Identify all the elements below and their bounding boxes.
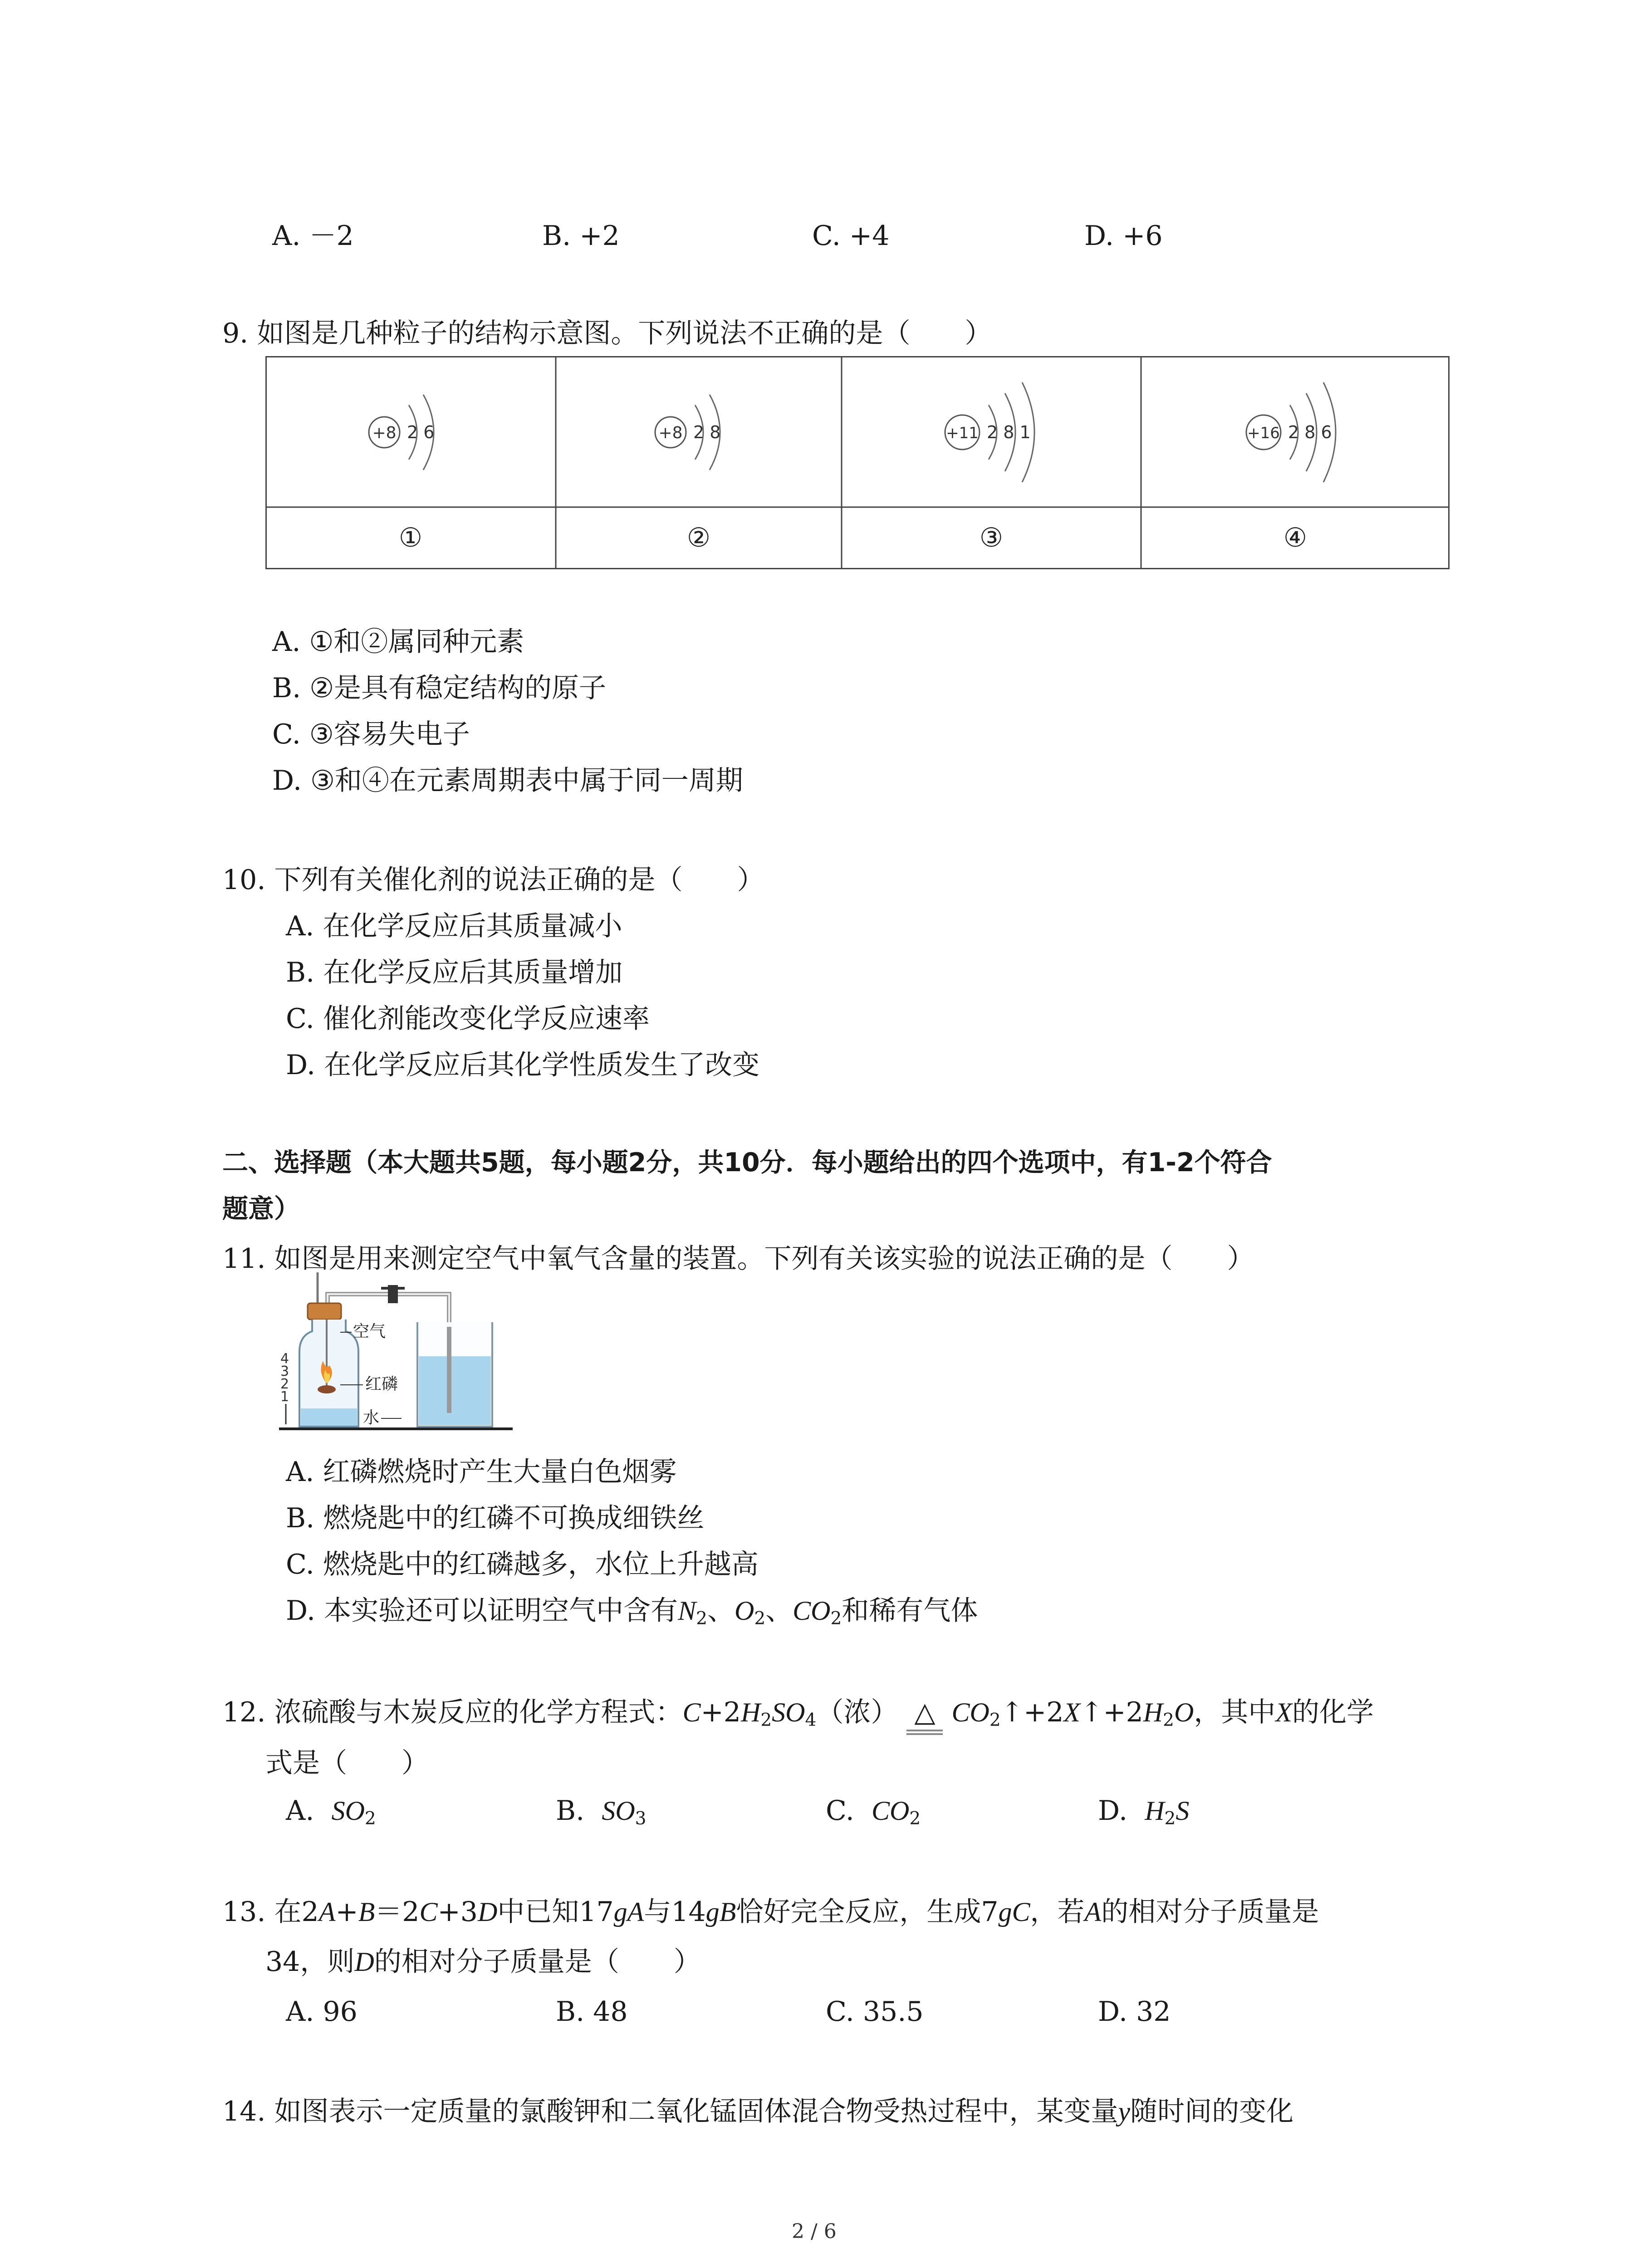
atom4-shells: 2 8 6 (1288, 422, 1332, 442)
section-2-heading-cont: 题意） (222, 1194, 300, 1224)
q11-stem: 11. 如图是用来测定空气中氧气含量的装置。下列有关该实验的说法正确的是（ ） (222, 1243, 1254, 1275)
q13-option-c: C. 35.5 (826, 1996, 924, 2028)
scale-mark-1: 1 (280, 1389, 289, 1405)
q11-option-d: D. 本实验还可以证明空气中含有$N_2$、$O_2$、$CO_2$和稀有气体 (286, 1595, 978, 1629)
oxygen-content-apparatus (272, 1272, 526, 1456)
atom-diagram-2 (655, 395, 720, 470)
atom-diagram-3 (945, 382, 1034, 482)
q12-stem: 12. 浓硫酸与木炭反应的化学方程式：$C+2H_2SO_4$（浓） △ $CO_2↑+2X↑+2H_2O$，其中X的化学 (222, 1699, 1374, 1726)
page-number: 2 / 6 (792, 2220, 837, 2243)
scale-mark-3: 3 (280, 1364, 289, 1379)
atom3-nucleus: +11 (946, 424, 979, 442)
q9-option-c: C. ③容易失电子 (272, 719, 470, 750)
atom-label-4: ④ (1283, 522, 1307, 553)
q9-option-d: D. ③和④在元素周期表中属于同一周期 (272, 765, 743, 797)
atom-diagram-1 (369, 395, 434, 470)
q11-option-a: A. 红磷燃烧时产生大量白色烟雾 (286, 1456, 677, 1488)
q10-stem: 10. 下列有关催化剂的说法正确的是（ ） (222, 864, 764, 896)
q11-option-c: C. 燃烧匙中的红磷越多，水位上升越高 (286, 1549, 759, 1580)
label-water: 水 (363, 1408, 380, 1427)
q10-option-a: A. 在化学反应后其质量减小 (286, 910, 622, 942)
q13-stem: 13. 在2A+B＝2C+3D中已知17gA与14gB恰好完全反应，生成7gC，若A的相对分子质量是 (222, 1896, 1319, 1928)
q13-option-a: A. 96 (286, 1996, 358, 2028)
q10-option-c: C. 催化剂能改变化学反应速率 (286, 1003, 650, 1035)
atom3-shells: 2 8 1 (987, 422, 1031, 442)
q8-option-a: A. －2 (272, 220, 354, 252)
q8-option-b: B. +2 (542, 220, 620, 252)
atom2-shells: 2 8 (693, 422, 721, 442)
q12-stem-cont: 式是（ ） (265, 1747, 429, 1779)
q9-stem: 9. 如图是几种粒子的结构示意图。下列说法不正确的是（ ） (222, 318, 992, 349)
q13-option-b: B. 48 (556, 1996, 628, 2028)
q12-option-c: C. $CO_2$ (826, 1795, 921, 1829)
atom-label-1: ① (399, 522, 422, 553)
section-2-heading: 二、选择题（本大题共5题，每小题2分，共10分．每小题给出的四个选项中，有1-2个符合 (222, 1148, 1272, 1178)
q8-option-d: D. +6 (1084, 220, 1163, 252)
atom4-nucleus: +16 (1247, 424, 1280, 442)
q10-option-b: B. 在化学反应后其质量增加 (286, 957, 623, 988)
q11-option-b: B. 燃烧匙中的红磷不可换成细铁丝 (286, 1502, 705, 1534)
atom2-nucleus: +8 (658, 424, 683, 442)
q12-option-d: D. $H_2S$ (1098, 1795, 1190, 1829)
q8-option-c: C. +4 (812, 220, 890, 252)
atom-label-2: ② (687, 522, 710, 553)
q9-option-a: A. ①和②属同种元素 (272, 626, 524, 658)
atom-label-3: ③ (980, 522, 1003, 553)
label-air: 空气 (353, 1322, 386, 1341)
q13-stem-cont: 34，则D的相对分子质量是（ ） (265, 1946, 701, 1978)
atom-diagram-4 (1246, 382, 1336, 482)
atom-structure-table (265, 356, 1450, 569)
q14-stem: 14. 如图表示一定质量的氯酸钾和二氧化锰固体混合物受热过程中，某变量y随时间的变化 (222, 2096, 1294, 2127)
atom1-nucleus: +8 (372, 424, 397, 442)
scale-mark-4: 4 (280, 1351, 289, 1367)
scale-mark-2: 2 (280, 1376, 289, 1392)
label-red-phosphorus: 红磷 (365, 1375, 398, 1393)
q13-option-d: D. 32 (1098, 1996, 1171, 2028)
atom1-shells: 2 6 (407, 422, 435, 442)
q10-option-d: D. 在化学反应后其化学性质发生了改变 (286, 1049, 760, 1081)
q12-option-a: A. $SO_2$ (286, 1795, 376, 1829)
q12-option-b: B. $SO_3$ (556, 1795, 647, 1829)
q9-option-b: B. ②是具有稳定结构的原子 (272, 672, 607, 704)
